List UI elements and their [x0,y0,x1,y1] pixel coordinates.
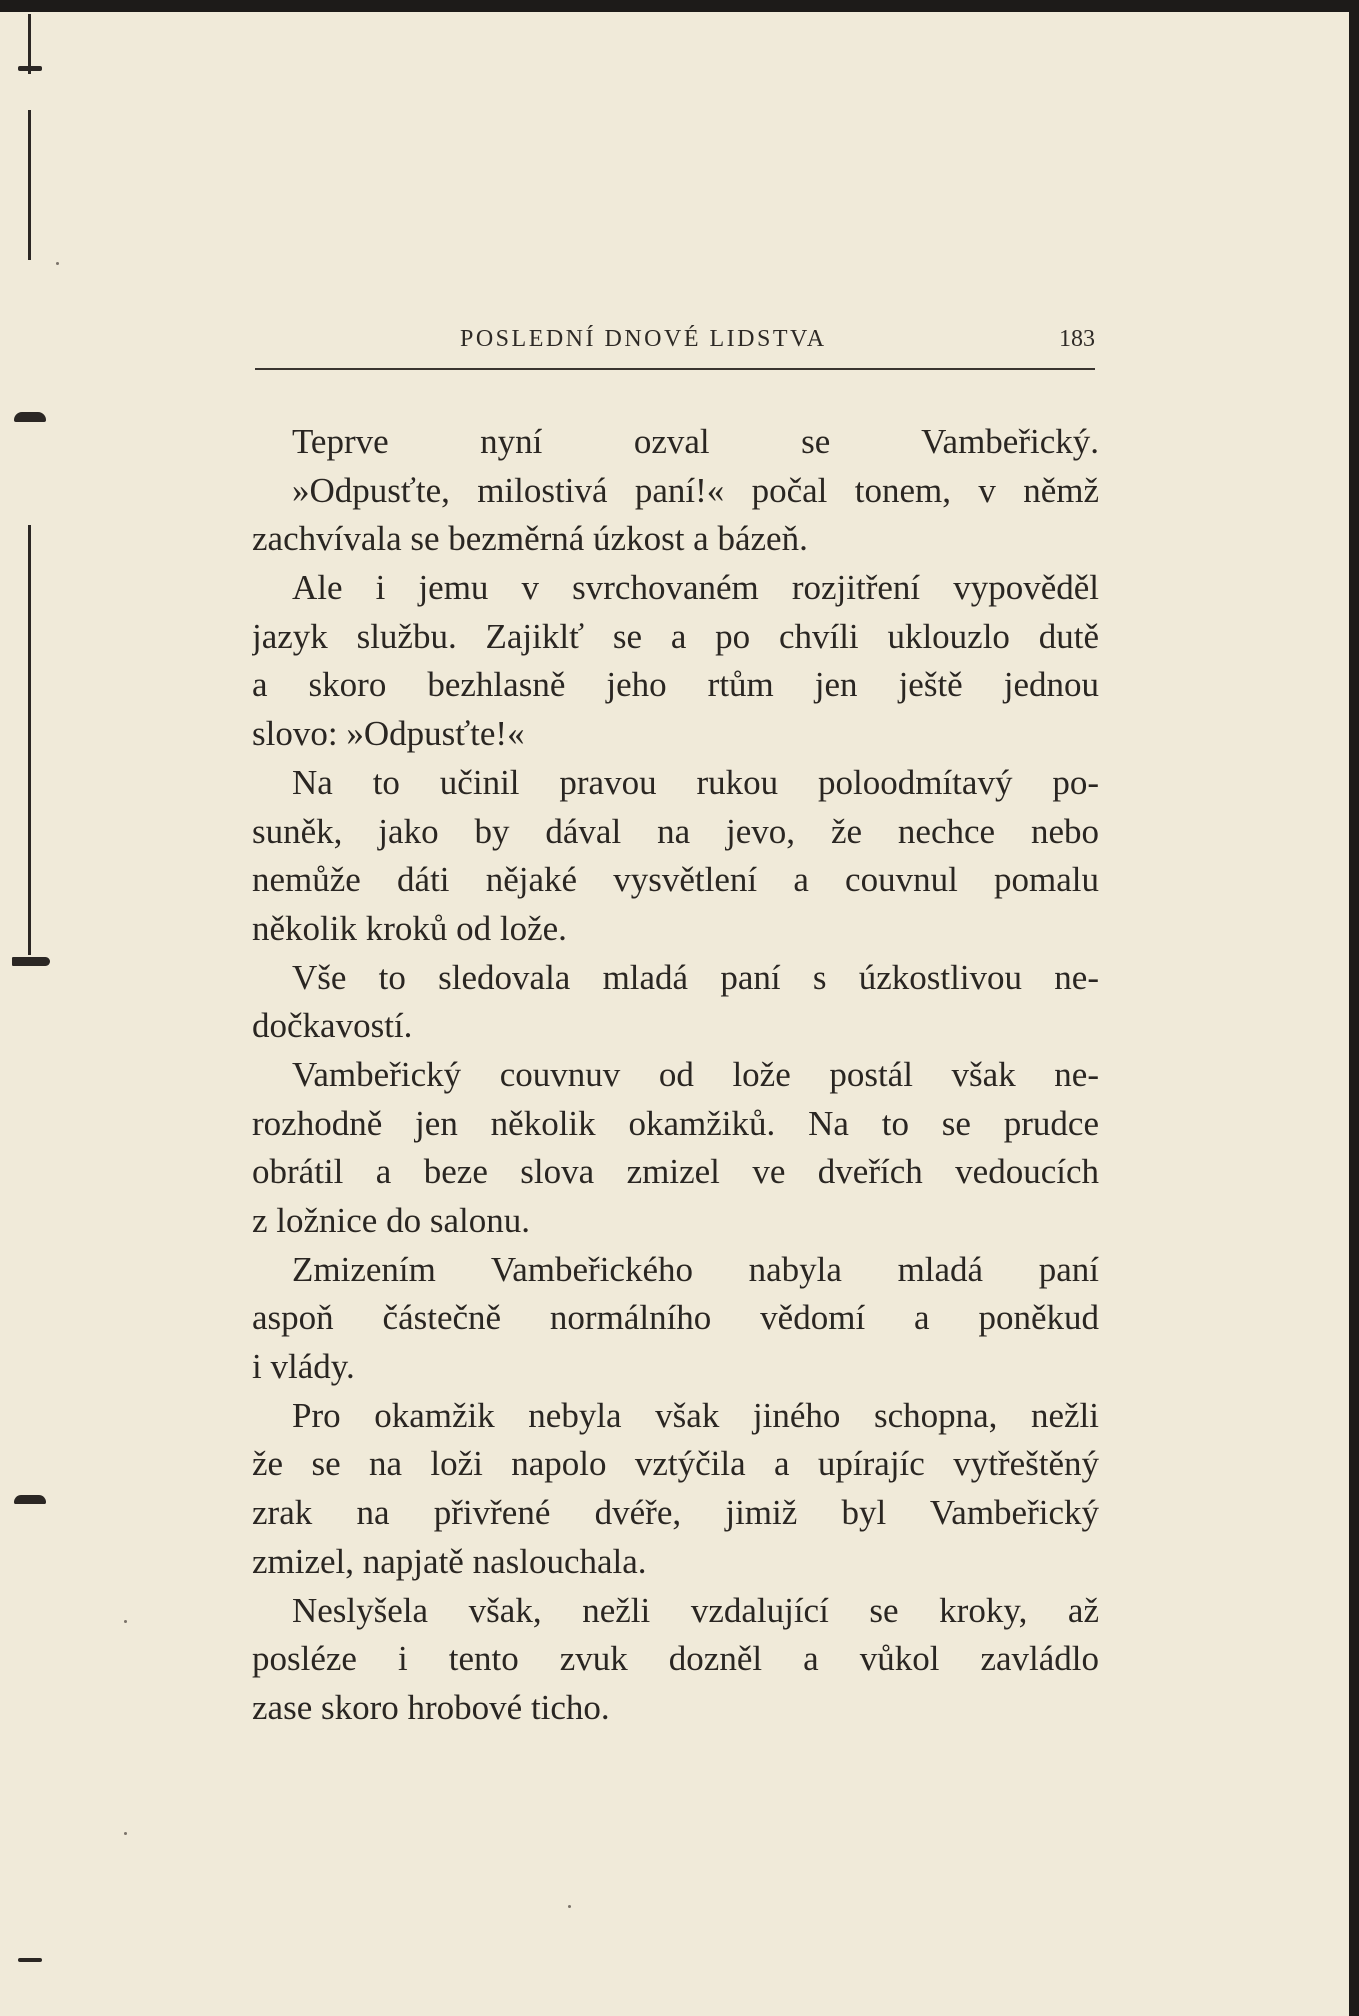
text-line: nemůže dáti nějaké vysvětlení a couvnul pomalu [252,860,1099,900]
text-line: že se na loži napolo vztýčila a upírajíc vytřeštěný [252,1444,1099,1484]
spine-line [28,14,31,74]
text-line: zrak na přivřené dvéře, jimiž byl Vambeřický [252,1493,1099,1533]
text-line: aspoň částečně normálního vědomí a poněkud [252,1298,1099,1338]
text-line: a skoro bezhlasně jeho rtům jen ještě jednou [252,665,1099,705]
text-line: rozhodně jen několik okamžiků. Na to se prudce [252,1103,1099,1143]
text-line: »Odpusťte, milostivá paní!« počal tonem, v němž [292,470,1099,510]
text-line: několik kroků od lože. [252,908,567,948]
text-line: Na to učinil pravou rukou poloodmítavý po- [292,762,1099,802]
spine-line [28,525,31,955]
spine-mark [18,1958,42,1962]
spine-dot [568,1905,571,1908]
text-line: zase skoro hrobové ticho. [252,1687,610,1727]
text-line: Teprve nyní ozval se Vambeřický. [292,422,1099,461]
text-line: zachvívala se bezměrná úzkost a bázeň. [252,519,808,559]
text-line: jazyk službu. Zajiklť se a po chvíli uklouzlo dutě [252,616,1099,656]
text-line: i vlády. [252,1347,355,1387]
page-number: 183 [1059,326,1095,352]
page-header [255,322,1095,366]
spine-mark [14,412,46,422]
spine-dot [124,1620,127,1623]
text-line: Ale i jemu v svrchovaném rozjitření vypověděl [292,568,1099,608]
scan-right-edge [1349,0,1359,2016]
spine-line [28,110,31,260]
text-line: posléze i tento zvuk dozněl a vůkol zavládlo [252,1639,1099,1679]
spine-mark [14,1495,46,1504]
header-rule [255,368,1095,370]
spine-dot [56,262,59,265]
text-line: Vše to sledovala mladá paní s úzkostlivou ne- [292,957,1099,997]
text-line: slovo: »Odpusťte!« [252,714,525,754]
text-line: Pro okamžik nebyla však jiného schopna, nežli [292,1395,1099,1435]
scan-top-edge [0,0,1359,12]
text-line: z ložnice do salonu. [252,1201,530,1240]
running-head: POSLEDNÍ DNOVÉ LIDSTVA [460,326,827,352]
text-line: zmizel, napjatě naslouchala. [252,1541,647,1581]
text-line: suněk, jako by dával na jevo, že nechce nebo [252,811,1099,851]
text-line: dočkavostí. [252,1006,413,1046]
body-text [252,418,1099,1733]
spine-mark [18,66,42,71]
spine-mark [12,957,50,966]
text-line: Neslyšela však, nežli vzdalující se kroky, až [292,1590,1099,1630]
spine-dot [124,1832,127,1835]
text-line: Zmizením Vambeřického nabyla mladá paní [292,1249,1099,1289]
text-line: obrátil a beze slova zmizel ve dveřích vedoucích [252,1152,1099,1192]
text-line: Vambeřický couvnuv od lože postál však ne- [292,1054,1099,1094]
